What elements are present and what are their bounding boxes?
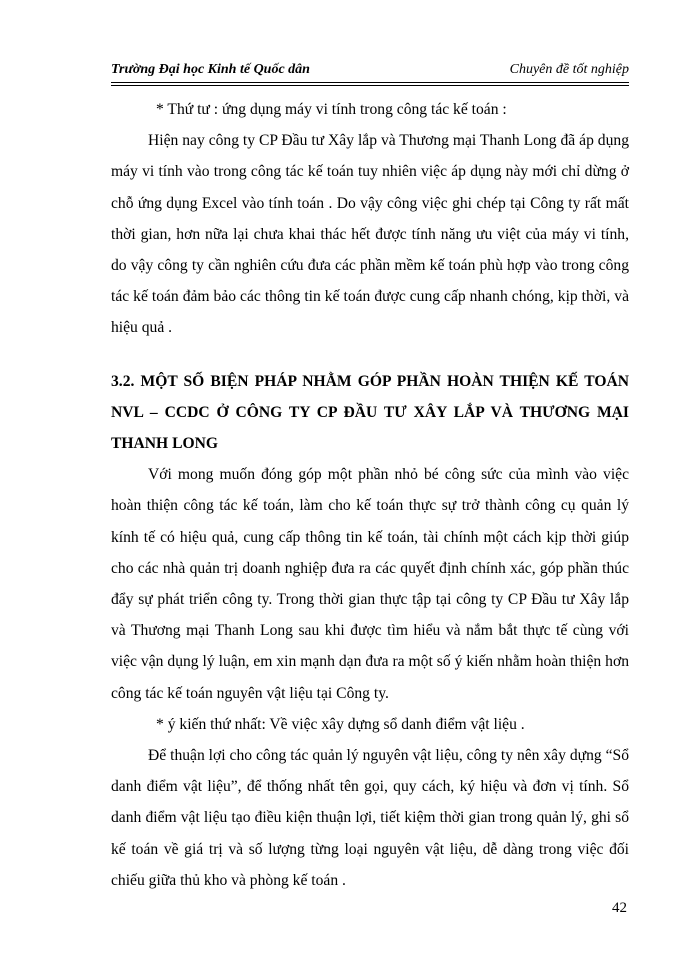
header-university: Trường Đại học Kinh tế Quốc dân bbox=[111, 62, 310, 77]
document-body bbox=[111, 94, 629, 896]
first-opinion-paragraph: Để thuận lợi cho công tác quản lý nguyên vật liệu, công ty nên xây dựng “Sổ danh điểm vật liệu”, để thống nhất tên gọi, quy cách, ký hiệu và đơn vị tính. Sổ danh điểm vật liệu tạo điều kiện thuận lợi, tiết kiệm thời gian trong quản lý, ghi sổ kế toán về giá trị và số lượng từng loại nguyên vật liệu, dễ dàng trong việc đối chiếu giữa thủ kho và phòng kế toán . bbox=[111, 747, 629, 889]
intro-paragraph: Với mong muốn đóng góp một phần nhỏ bé công sức của mình vào việc hoàn thiện công tác kế toán, làm cho kế toán thực sự trở thành công cụ quản lý kính tế có hiệu quả, cung cấp thông tin kế toán, tài chính một cách kịp thời giúp cho các nhà quản trị doanh nghiệp đưa ra các quyết định chính xác, góp phần thúc đẩy sự phát triển công ty. Trong thời gian thực tập tại công ty CP Đầu tư Xây lắp và Thương mại Thanh Long sau khi được tìm hiểu và nắm bắt thực tế cùng với việc vận dụng lý luận, em xin mạnh dạn đưa ra một số ý kiến nhằm hoàn thiện hơn công tác kế toán nguyên vật liệu tại Công ty. bbox=[111, 466, 629, 702]
page-number: 42 bbox=[612, 900, 627, 916]
header-rule bbox=[111, 82, 629, 86]
page-header bbox=[111, 58, 629, 80]
section-heading-3-2: 3.2. MỘT SỐ BIỆN PHÁP NHẰM GÓP PHẦN HOÀN THIỆN KẾ TOÁN NVL – CCDC Ở CÔNG TY CP ĐẦU TƯ XÂY LẮP VÀ THƯƠNG MẠI THANH LONG bbox=[111, 372, 629, 453]
first-opinion-title: * ý kiến thứ nhất: Về việc xây dựng sổ danh điểm vật liệu . bbox=[156, 715, 525, 733]
header-report-type: Chuyên đề tốt nghiệp bbox=[509, 62, 629, 77]
computer-application-paragraph: Hiện nay công ty CP Đầu tư Xây lắp và Thương mại Thanh Long đã áp dụng máy vi tính vào trong công tác kế toán tuy nhiên việc áp dụng này mới chỉ dừng ở chỗ ứng dụng Excel vào tính toán . Do vậy công việc ghi chép tại Công ty rất mất thời gian, hơn nữa lại chưa khai thác hết được tính năng ưu việt của máy vi tính, do vậy công ty cần nghiên cứu đưa các phần mềm kế toán phù hợp vào trong công tác kế toán đảm bảo các thông tin kế toán được cung cấp nhanh chóng, kịp thời, và hiệu quả . bbox=[111, 132, 629, 337]
fourth-point-title: * Thứ tư : ứng dụng máy vi tính trong công tác kế toán : bbox=[156, 101, 507, 118]
